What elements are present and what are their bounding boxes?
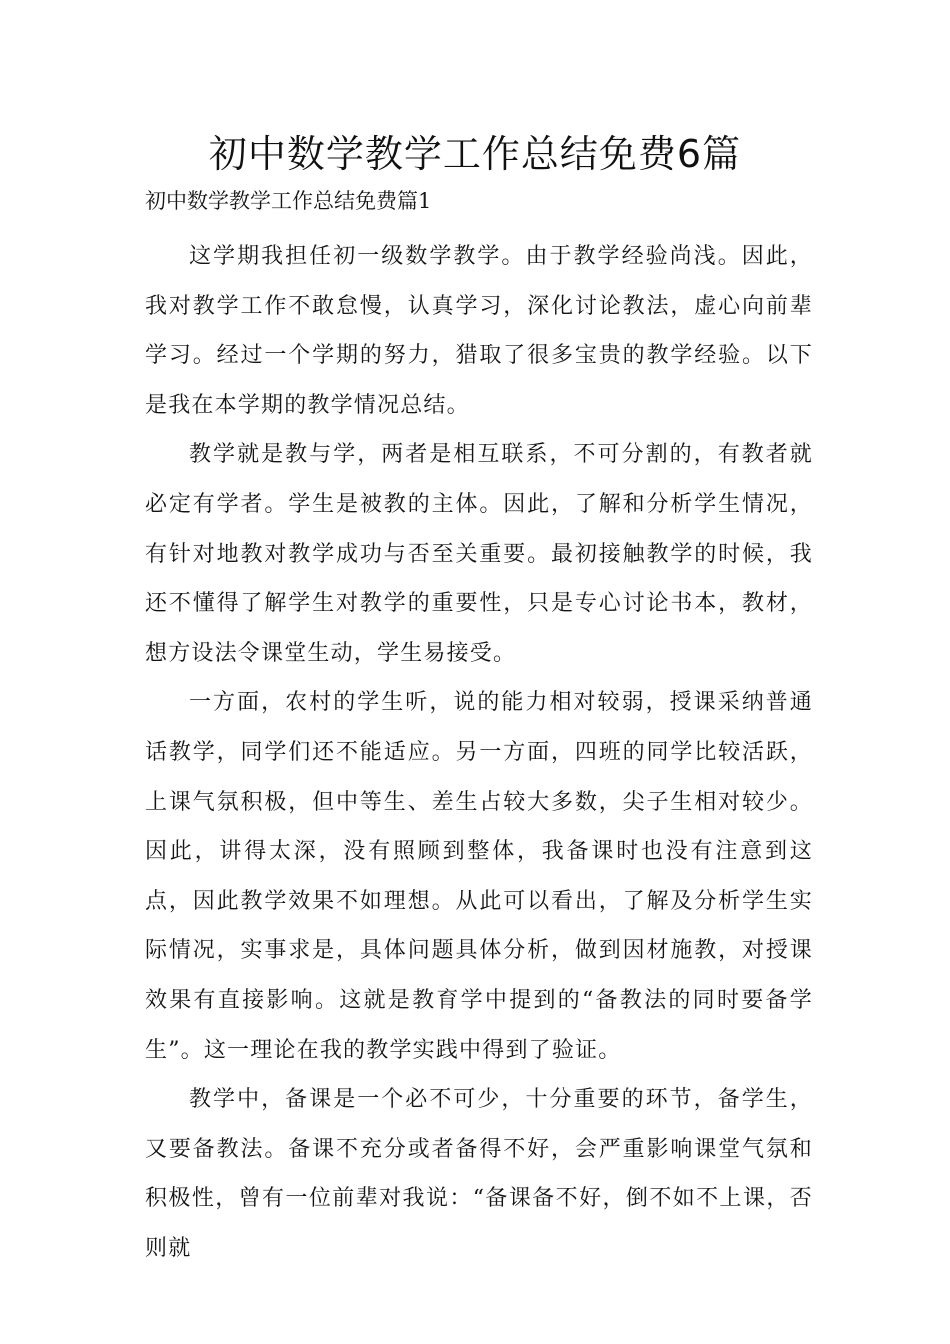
section-heading: 初中数学教学工作总结免费篇1 — [145, 189, 432, 213]
document-title: 初中数学教学工作总结免费6篇 — [208, 132, 742, 176]
document-body — [145, 232, 813, 1273]
paragraph: 教学中，备课是一个必不可少，十分重要的环节，备学生，又要备教法。备课不充分或者备得不好，会严重影响课堂气氛和积极性，曾有一位前辈对我说：“备课备不好，倒不如不上课，否则就 — [145, 1087, 813, 1261]
paragraph: 一方面，农村的学生听，说的能力相对较弱，授课采纳普通话教学，同学们还不能适应。另一方面，四班的同学比较活跃，上课气氛积极，但中等生、差生占较大多数，尖子生相对较少。因此，讲得太深，没有照顾到整体，我备课时也没有注意到这点，因此教学效果不如理想。从此可以看出，了解及分析学生实际情况，实事求是，具体问题具体分析，做到因材施教，对授课效果有直接影响。这就是教育学中提到的“备教法的同时要备学生”。这一理论在我的教学实践中得到了验证。 — [145, 690, 813, 1063]
paragraph: 这学期我担任初一级数学教学。由于教学经验尚浅。因此，我对教学工作不敢怠慢，认真学习，深化讨论教法，虚心向前辈学习。经过一个学期的努力，猎取了很多宝贵的教学经验。以下是我在本学期的教学情况总结。 — [145, 244, 813, 418]
paragraph: 教学就是教与学，两者是相互联系，不可分割的，有教者就必定有学者。学生是被教的主体。因此，了解和分析学生情况，有针对地教对教学成功与否至关重要。最初接触教学的时候，我还不懂得了解学生对教学的重要性，只是专心讨论书本，教材，想方设法令课堂生动，学生易接受。 — [145, 442, 813, 666]
